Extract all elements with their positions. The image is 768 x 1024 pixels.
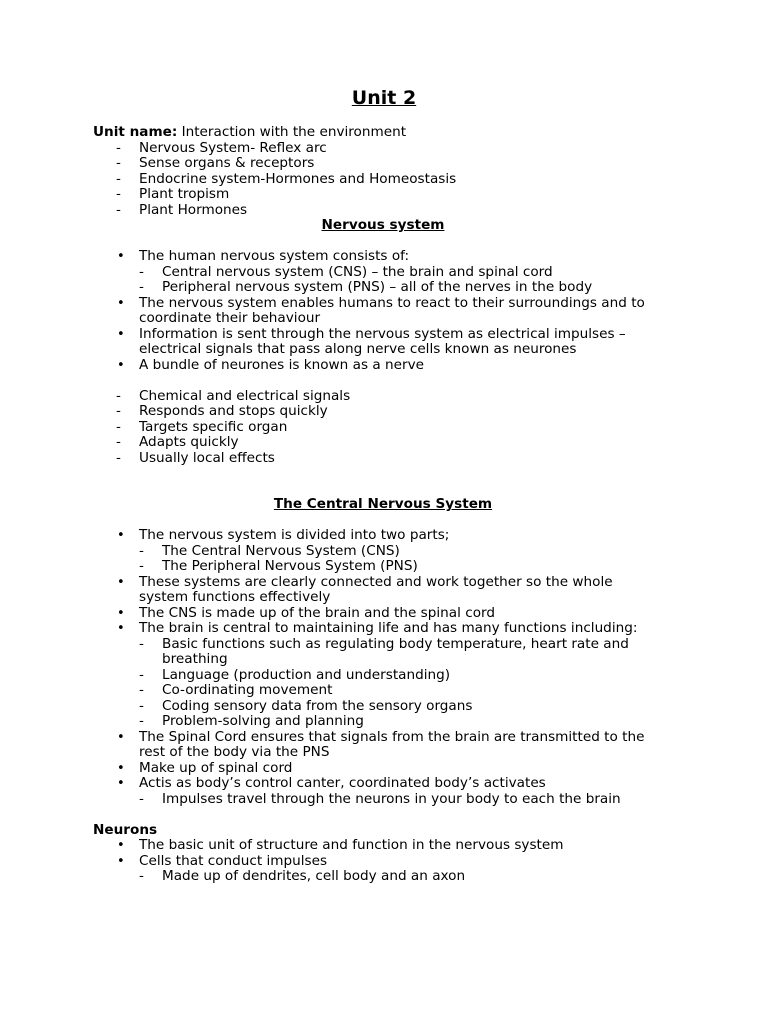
dash-marker: - bbox=[139, 635, 144, 652]
list-item bbox=[93, 838, 683, 854]
sub-list-item-text: Made up of dendrites, cell body and an axon bbox=[162, 868, 466, 884]
dash-marker: - bbox=[139, 790, 144, 807]
list-item bbox=[93, 358, 683, 374]
bullet-marker: • bbox=[117, 574, 125, 590]
list-item bbox=[93, 621, 683, 637]
sub-list-item-text: Peripheral nervous system (PNS) – all of the nerves in the body bbox=[162, 279, 593, 295]
list-item bbox=[93, 249, 683, 265]
feature-text: Usually local effects bbox=[139, 449, 275, 466]
unit-name-line bbox=[93, 125, 683, 141]
feature-item bbox=[93, 435, 683, 451]
list-item-text: The nervous system enables humans to react to their surroundings and to bbox=[139, 294, 645, 311]
list-item-text: Information is sent through the nervous system as electrical impulses – bbox=[139, 325, 626, 342]
unit-topic-text: Plant tropism bbox=[139, 186, 230, 202]
dash-marker: - bbox=[116, 201, 121, 218]
unit-topic-item bbox=[93, 203, 683, 219]
dash-marker: - bbox=[139, 558, 144, 574]
dash-marker: - bbox=[139, 542, 144, 559]
unit-topic-text: Nervous System- Reflex arc bbox=[139, 139, 327, 156]
list-item bbox=[93, 575, 683, 591]
dash-marker: - bbox=[139, 868, 144, 884]
unit-topic-text: Endocrine system-Hormones and Homeostasis bbox=[139, 170, 457, 187]
bullet-marker: • bbox=[117, 776, 125, 791]
sub-list-item bbox=[93, 637, 683, 653]
unit-topic-item bbox=[93, 141, 683, 157]
list-item-continuation: rest of the body via the PNS bbox=[139, 744, 330, 760]
bullet-marker: • bbox=[117, 357, 125, 373]
dash-marker: - bbox=[139, 279, 144, 295]
sub-list-item bbox=[93, 544, 683, 560]
sub-list-item-text: Impulses travel through the neurons in your body to each the brain bbox=[162, 790, 621, 807]
bullet-marker: • bbox=[117, 621, 125, 636]
dash-marker: - bbox=[116, 434, 121, 450]
sub-list-item bbox=[93, 869, 683, 885]
feature-text: Chemical and electrical signals bbox=[139, 387, 351, 404]
section-heading-nervous-system: Nervous system bbox=[321, 217, 445, 233]
sub-list-item-text: Problem-solving and planning bbox=[162, 713, 364, 729]
sub-list-item bbox=[93, 265, 683, 281]
dash-marker: - bbox=[116, 387, 121, 404]
dash-marker: - bbox=[116, 170, 121, 187]
sub-list-item-text: Central nervous system (CNS) – the brain and spinal cord bbox=[162, 263, 553, 280]
dash-marker: - bbox=[139, 666, 144, 683]
unit-topic-text: Plant Hormones bbox=[139, 201, 248, 218]
feature-item bbox=[93, 451, 683, 467]
unit-topic-item bbox=[93, 156, 683, 172]
dash-marker: - bbox=[139, 697, 144, 714]
dash-marker: - bbox=[139, 263, 144, 280]
list-item-text: The basic unit of structure and function in the nervous system bbox=[139, 837, 564, 853]
list-item bbox=[93, 606, 683, 622]
bullet-marker: • bbox=[117, 605, 125, 621]
list-item-text: Actis as body’s control canter, coordinated body’s activates bbox=[139, 775, 546, 791]
list-item-continuation: electrical signals that pass along nerve cells known as neurones bbox=[139, 341, 577, 357]
bullet-marker: • bbox=[117, 528, 125, 543]
list-item bbox=[93, 296, 683, 312]
dash-marker: - bbox=[116, 449, 121, 466]
list-item-text: The nervous system is divided into two parts; bbox=[139, 527, 450, 543]
list-item-continuation: coordinate their behaviour bbox=[139, 310, 321, 326]
feature-text: Responds and stops quickly bbox=[139, 403, 328, 419]
sub-list-item bbox=[93, 683, 683, 699]
sub-list-item-text: Co-ordinating movement bbox=[162, 682, 333, 698]
list-item bbox=[93, 761, 683, 777]
sub-list-item-text: The Peripheral Nervous System (PNS) bbox=[162, 558, 418, 574]
unit-name-value: Interaction with the environment bbox=[177, 124, 407, 140]
feature-item bbox=[93, 420, 683, 436]
sub-list-item bbox=[93, 792, 683, 808]
sub-list-item-text: Basic functions such as regulating body temperature, heart rate and bbox=[162, 635, 629, 652]
bullet-marker: • bbox=[117, 326, 125, 342]
dash-marker: - bbox=[116, 139, 121, 156]
sub-list-item bbox=[93, 559, 683, 575]
unit-name-label: Unit name: bbox=[93, 124, 178, 140]
bullet-marker: • bbox=[117, 729, 125, 745]
feature-text: Adapts quickly bbox=[139, 434, 239, 450]
dash-marker: - bbox=[116, 155, 121, 171]
list-item-text: A bundle of neurones is known as a nerve bbox=[139, 356, 424, 373]
section-heading-cns: The Central Nervous System bbox=[273, 496, 493, 512]
feature-item bbox=[93, 389, 683, 405]
list-item-text: Make up of spinal cord bbox=[139, 759, 293, 776]
list-item bbox=[93, 327, 683, 343]
list-item-text: Cells that conduct impulses bbox=[139, 852, 328, 869]
list-item bbox=[93, 776, 683, 792]
list-item-text: The CNS is made up of the brain and the spinal cord bbox=[139, 604, 495, 621]
dash-marker: - bbox=[116, 186, 121, 202]
list-item-text: The human nervous system consists of: bbox=[139, 248, 410, 264]
document-body bbox=[93, 125, 683, 885]
dash-marker: - bbox=[116, 418, 121, 435]
bullet-marker: • bbox=[117, 838, 125, 853]
section-heading-neurons: Neurons bbox=[93, 821, 158, 838]
sub-list-item-continuation: breathing bbox=[162, 651, 228, 667]
sub-list-item-text: Language (production and understanding) bbox=[162, 666, 451, 683]
bullet-marker: • bbox=[117, 760, 125, 776]
sub-list-item bbox=[93, 699, 683, 715]
dash-marker: - bbox=[139, 713, 144, 729]
sub-list-item-text: Coding sensory data from the sensory organs bbox=[162, 697, 473, 714]
list-item-text: The Spinal Cord ensures that signals from the brain are transmitted to the bbox=[139, 728, 645, 745]
list-item bbox=[93, 528, 683, 544]
dash-marker: - bbox=[116, 403, 121, 419]
list-item-continuation: system functions effectively bbox=[139, 589, 331, 605]
dash-marker: - bbox=[139, 682, 144, 698]
list-item bbox=[93, 854, 683, 870]
list-item-text: These systems are clearly connected and work together so the whole bbox=[139, 573, 613, 590]
bullet-marker: • bbox=[117, 295, 125, 311]
feature-text: Targets specific organ bbox=[139, 418, 288, 435]
unit-topic-item bbox=[93, 187, 683, 203]
unit-topic-text: Sense organs & receptors bbox=[139, 155, 315, 171]
sub-list-item-text: The Central Nervous System (CNS) bbox=[162, 542, 400, 559]
feature-item bbox=[93, 404, 683, 420]
bullet-marker: • bbox=[117, 853, 125, 869]
list-item-text: The brain is central to maintaining life and has many functions including: bbox=[139, 620, 638, 636]
list-item bbox=[93, 730, 683, 746]
sub-list-item bbox=[93, 668, 683, 684]
page-title: Unit 2 bbox=[351, 87, 417, 109]
bullet-marker: • bbox=[117, 249, 125, 264]
sub-list-item bbox=[93, 280, 683, 296]
unit-topic-item bbox=[93, 172, 683, 188]
sub-list-item bbox=[93, 714, 683, 730]
